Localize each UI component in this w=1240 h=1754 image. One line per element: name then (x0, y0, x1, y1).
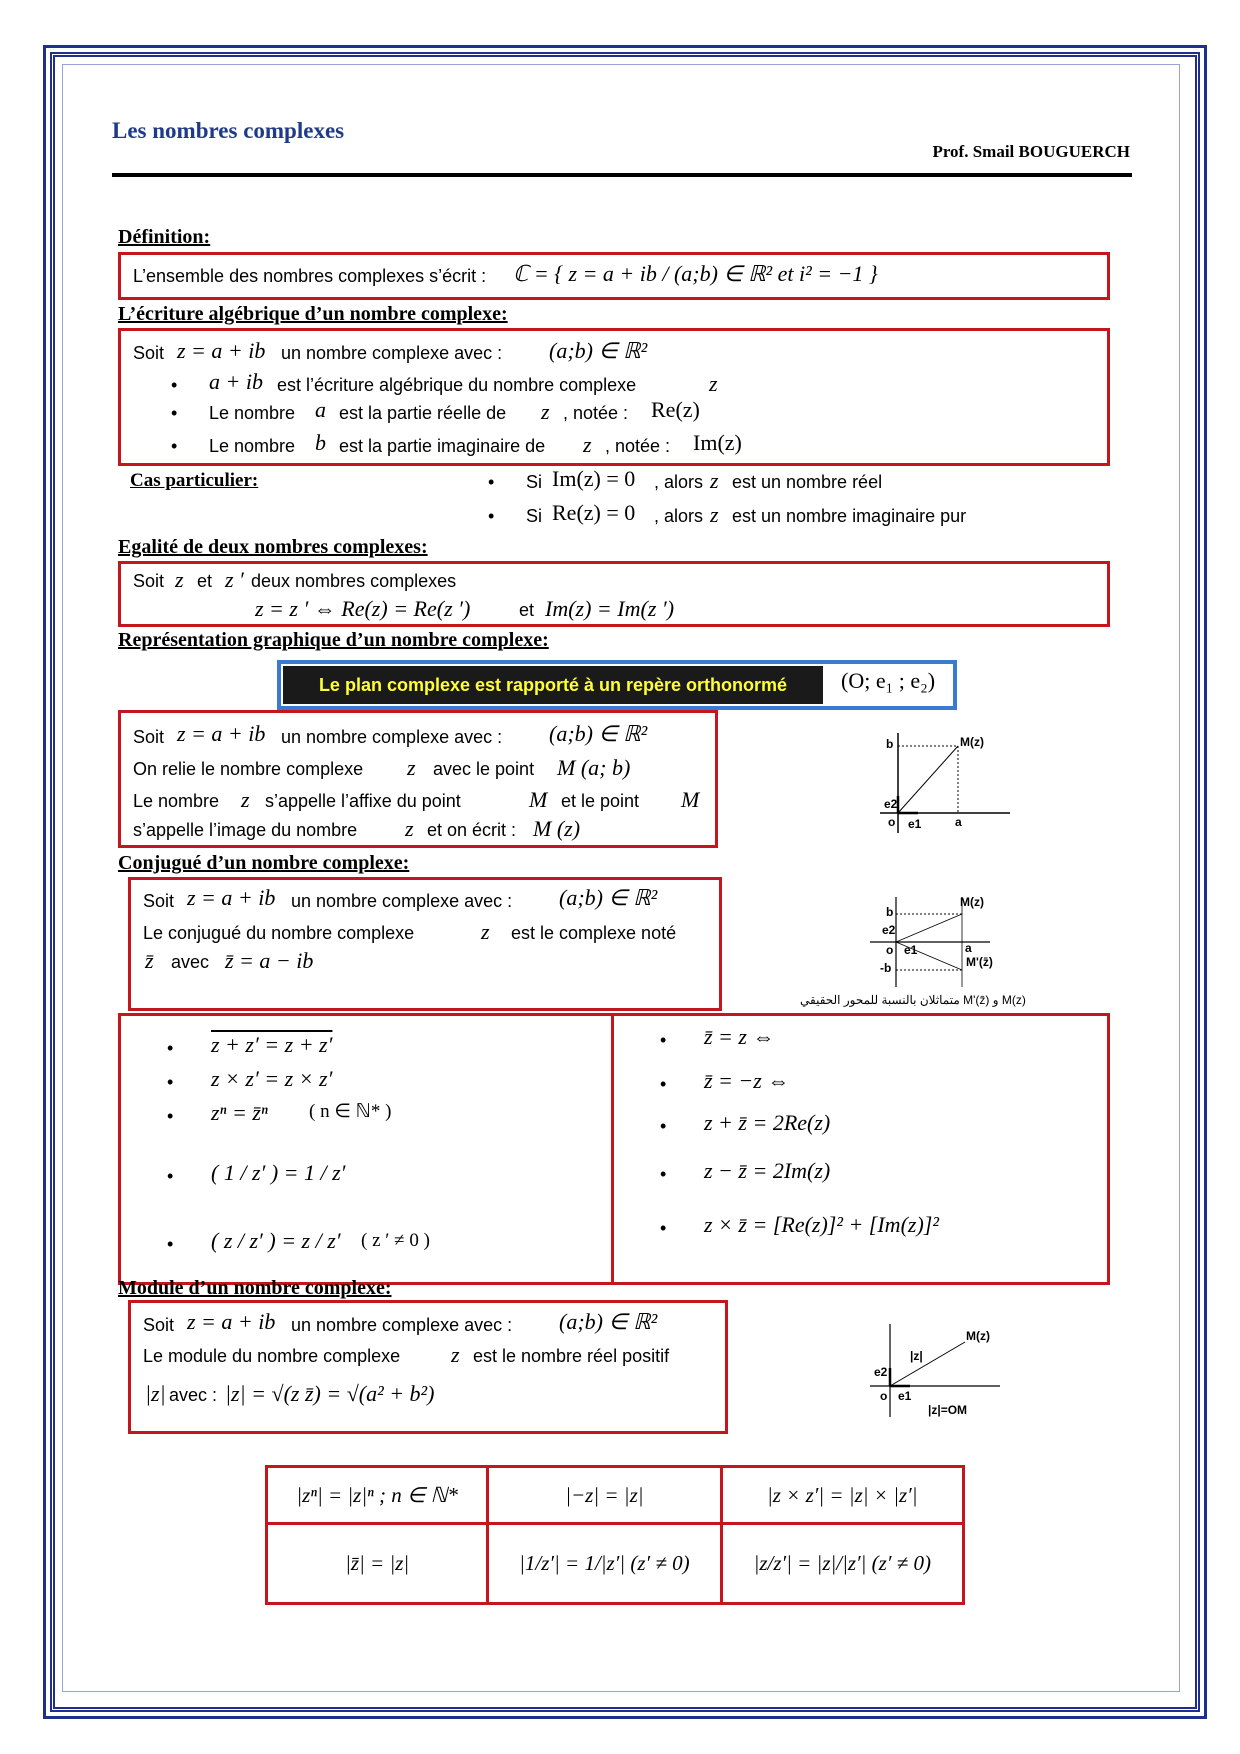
label-om: |z|=OM (928, 1403, 968, 1417)
graph-math: z (407, 755, 416, 780)
bullet-text: Le nombre (209, 403, 296, 423)
module-properties-table (265, 1465, 965, 1605)
conjugate-diagram (800, 892, 1050, 1012)
graph-math: (a;b) ∈ ℝ² (549, 721, 648, 746)
graph-text: et le point (561, 791, 640, 811)
definition-box (118, 252, 1110, 300)
graph-math: z (405, 816, 414, 841)
equality-text: et (197, 571, 213, 591)
algebraic-intro: Soit (133, 343, 165, 363)
label-e1: e1 (898, 1389, 912, 1403)
bullet-math: Im(z) (693, 430, 742, 455)
table-row (267, 1467, 964, 1524)
prop-right: z̄ = z ⇔ (704, 1024, 775, 1049)
equality-text: et (519, 600, 535, 620)
banner-math: (O; e₁ ; e₂) (841, 668, 936, 693)
bullet: • (167, 1106, 174, 1126)
bullet-math: a + ib (209, 369, 263, 394)
bullet: • (167, 1038, 174, 1058)
algebraic-intro-set: (a;b) ∈ ℝ² (549, 338, 648, 363)
prop-right: z + z̄ = 2Re(z) (704, 1110, 831, 1135)
conj-math: z̄ (145, 948, 154, 973)
bullet: • (171, 375, 178, 395)
table-row (267, 1524, 964, 1604)
module-text: Le module du nombre complexe (143, 1346, 401, 1366)
prop-note: ( n ∈ ℕ* ) (309, 1101, 392, 1122)
graph-text: s’appelle l’affixe du point (265, 791, 461, 811)
bullet: • (167, 1234, 174, 1254)
graph-heading: Représentation graphique d’un nombre complexe: (118, 629, 549, 651)
conj-text: est le complexe noté (511, 923, 677, 943)
module-heading: Module d’un nombre complexe: (118, 1277, 392, 1299)
prop-note: ( z ′ ≠ 0 ) (361, 1230, 430, 1251)
algebraic-intro-math: z = a + ib (177, 338, 266, 363)
label-a: a (965, 941, 972, 955)
equality-math: z = z ′ ⇔ Re(z) = Re(z ′) (255, 596, 471, 621)
definition-formula: ℂ = { z = a + ib / (a;b) ∈ ℝ² et i² = −1 } (513, 261, 878, 286)
bullet-text: est la partie réelle de (339, 403, 507, 423)
bullet: • (660, 1164, 667, 1184)
conj-text: Le conjugué du nombre complexe (143, 923, 415, 943)
table-cell: |z × z′| = |z| × |z′| (721, 1467, 963, 1524)
conj-math: z̄ = a − ib (225, 948, 314, 973)
equality-math: z (175, 567, 184, 592)
module-text: est le nombre réel positif (473, 1346, 670, 1366)
special-text: Si (526, 506, 543, 526)
special-text: Si (526, 472, 543, 492)
bullet: • (171, 403, 178, 423)
label-e2: e2 (882, 923, 896, 937)
algebraic-intro-rest: un nombre complexe avec : (281, 343, 503, 363)
equality-box (118, 561, 1110, 627)
label-m: M(z) (960, 735, 984, 749)
label-b: b (886, 737, 894, 751)
conj-math: z = a + ib (187, 885, 276, 910)
label-e2: e2 (884, 797, 898, 811)
graph-text: un nombre complexe avec : (281, 727, 503, 747)
special-text: , alors (654, 506, 704, 526)
graph-text: Soit (133, 727, 165, 747)
table-cell: |z/z′| = |z|/|z′| (z′ ≠ 0) (721, 1524, 963, 1604)
bullet: • (660, 1218, 667, 1238)
graph-text: avec le point (433, 759, 535, 779)
bullet: • (167, 1072, 174, 1092)
module-text: un nombre complexe avec : (291, 1315, 513, 1335)
label-b: b (886, 905, 894, 919)
module-math: |z| = √(z z̄) = √(a² + b²) (225, 1381, 435, 1406)
bullet: • (660, 1116, 667, 1136)
bullet-math: z (541, 399, 550, 424)
prop-left: ( z / z′ ) = z / z′ (211, 1228, 341, 1253)
special-text: est un nombre imaginaire pur (732, 506, 967, 526)
graph-text: On relie le nombre complexe (133, 759, 364, 779)
graph-box (118, 710, 718, 848)
module-diagram (860, 1322, 1010, 1422)
bullet-text: , notée : (563, 403, 629, 423)
om-vector (890, 1342, 965, 1386)
page-title: Les nombres complexes (112, 118, 345, 143)
label-m: M(z) (966, 1329, 990, 1343)
bullet-math: a (315, 397, 326, 422)
equality-text: deux nombres complexes (251, 571, 457, 591)
bullet-text: est l’écriture algébrique du nombre complexe (277, 375, 637, 395)
conj-math: (a;b) ∈ ℝ² (559, 885, 658, 910)
properties-left-box (118, 1013, 614, 1285)
module-text: Soit (143, 1315, 175, 1335)
conjugate-box (128, 877, 722, 1011)
module-box (128, 1300, 728, 1434)
label-o: o (888, 815, 896, 829)
om-segment (898, 746, 958, 813)
special-math: z (710, 502, 719, 527)
bullet: • (171, 436, 178, 456)
module-math: (a;b) ∈ ℝ² (559, 1309, 658, 1334)
graph-text: s’appelle l’image du nombre (133, 820, 358, 840)
label-abs-z: |z| (910, 1349, 923, 1363)
label-e1: e1 (904, 943, 918, 957)
conj-text: Soit (143, 891, 175, 911)
special-text: , alors (654, 472, 704, 492)
algebraic-box (118, 328, 1110, 466)
graph-math: M (a; b) (557, 755, 631, 780)
header-rule (112, 173, 1132, 177)
author: Prof. Smail BOUGUERCH (932, 142, 1130, 161)
prop-right: z̄ = −z ⇔ (704, 1068, 790, 1093)
conj-text: avec (171, 952, 210, 972)
equality-heading: Egalité de deux nombres complexes: (118, 536, 428, 558)
om-segment (896, 914, 962, 942)
bullet: • (488, 506, 495, 526)
bullet: • (167, 1166, 174, 1186)
graph-math: z (241, 787, 250, 812)
bullet-math: z (583, 432, 592, 457)
prop-right: z × z̄ = [Re(z)]² + [Im(z)]² (704, 1212, 939, 1237)
equality-text: Soit (133, 571, 165, 591)
label-e2: e2 (874, 1365, 888, 1379)
graph-math: M (z) (533, 816, 581, 841)
affix-diagram (870, 728, 1020, 838)
conj-math: z (481, 919, 490, 944)
bullet-math: Re(z) (651, 397, 700, 422)
label-o: o (886, 943, 894, 957)
prop-left: z × z′ = z × z′ (211, 1066, 333, 1091)
bullet-math: b (315, 430, 326, 455)
graph-math: M (681, 787, 700, 812)
label-e1: e1 (908, 817, 922, 831)
prop-left: ( 1 / z′ ) = 1 / z′ (211, 1160, 346, 1185)
label-minus-b: -b (880, 961, 892, 975)
definition-heading: Définition: (118, 226, 211, 248)
definition-text: L’ensemble des nombres complexes s’écrit : (133, 266, 487, 286)
bullet: • (660, 1074, 667, 1094)
table-cell: |1/z′| = 1/|z′| (z′ ≠ 0) (488, 1524, 721, 1604)
graph-math: M (529, 787, 548, 812)
bullet: • (488, 472, 495, 492)
graph-banner (277, 660, 957, 710)
module-math: z (451, 1342, 460, 1367)
equality-math: z ′ (225, 567, 244, 592)
special-text: est un nombre réel (732, 472, 883, 492)
label-m: M(z) (960, 895, 984, 909)
bullet: • (660, 1030, 667, 1050)
graph-text: et on écrit : (427, 820, 517, 840)
special-heading: Cas particulier: (130, 470, 259, 491)
arabic-caption: متماثلان بالنسبة للمحور الحقيقي M'(z̄) و M(z) (800, 993, 1026, 1007)
prop-left: z + z′ = z + z′ (211, 1032, 333, 1057)
equality-math: Im(z) = Im(z ′) (545, 596, 675, 621)
label-mp: M'(z̄) (966, 955, 993, 969)
prop-right: z − z̄ = 2Im(z) (704, 1158, 831, 1183)
module-text: avec : (169, 1385, 218, 1405)
bullet-math-end: z (709, 371, 718, 396)
properties-right-box (611, 1013, 1110, 1285)
table-cell: |z̄| = |z| (267, 1524, 488, 1604)
algebraic-heading: L’écriture algébrique d’un nombre complexe: (118, 303, 508, 325)
table-cell: |zⁿ| = |z|ⁿ ; n ∈ ℕ* (267, 1467, 488, 1524)
special-math: z (710, 468, 719, 493)
special-math: Re(z) = 0 (552, 500, 636, 525)
module-math: |z| (145, 1381, 166, 1406)
banner-text: Le plan complexe est rapporté à un repère orthonormé (283, 666, 823, 704)
label-o: o (880, 1389, 888, 1403)
graph-math: z = a + ib (177, 721, 266, 746)
prop-left: zⁿ = z̄ⁿ (211, 1100, 268, 1125)
table-cell: |−z| = |z| (488, 1467, 721, 1524)
graph-text: Le nombre (133, 791, 220, 811)
label-a: a (955, 815, 962, 829)
bullet-text: , notée : (605, 436, 671, 456)
module-math: z = a + ib (187, 1309, 276, 1334)
bullet-text: est la partie imaginaire de (339, 436, 546, 456)
conjugate-heading: Conjugué d’un nombre complexe: (118, 852, 410, 874)
special-math: Im(z) = 0 (552, 466, 636, 491)
conj-text: un nombre complexe avec : (291, 891, 513, 911)
bullet-text: Le nombre (209, 436, 296, 456)
